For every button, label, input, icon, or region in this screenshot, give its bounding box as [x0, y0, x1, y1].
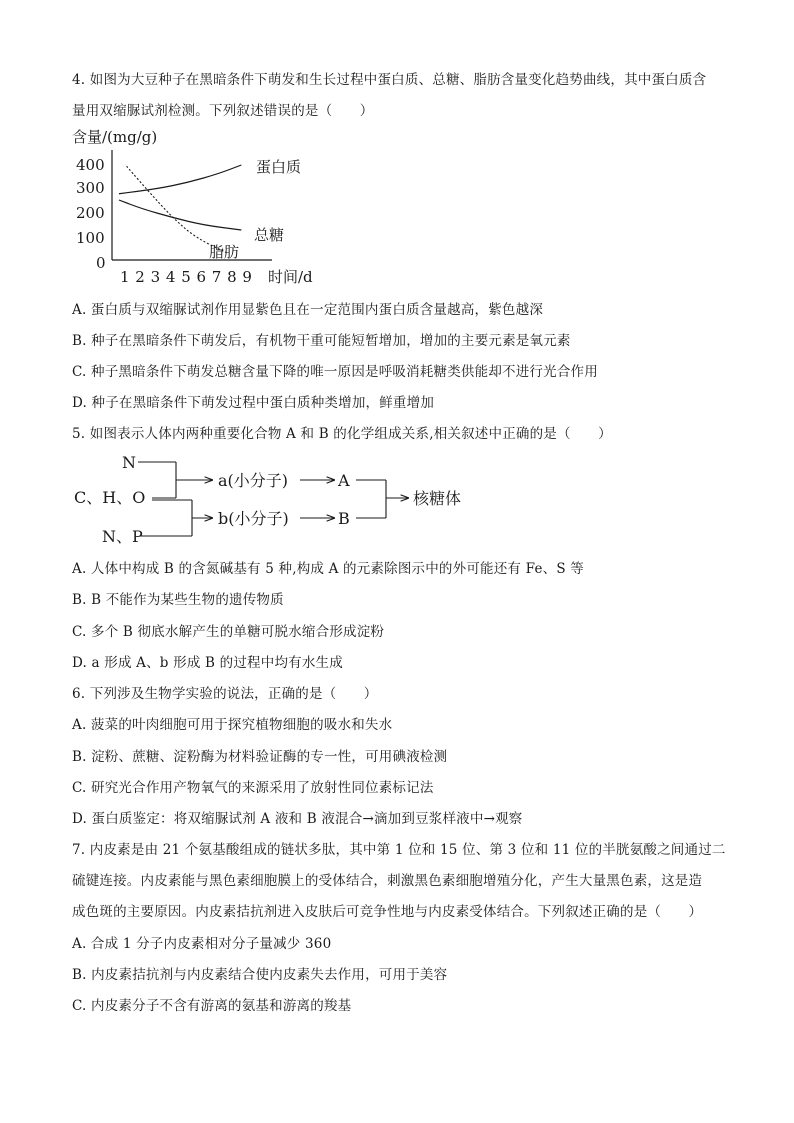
element-n: N [122, 453, 136, 472]
q4-line-chart [72, 120, 332, 290]
q4-stem-line1: 4. 如图为大豆种子在黑暗条件下萌发和生长过程中蛋白质、总糖、脂肪含量变化趋势曲线，其中蛋白质含 [72, 72, 707, 88]
q4-stem-line2: 量用双缩脲试剂检测。下列叙述错误的是（ ） [72, 103, 374, 119]
small-molecule-b: b(小分子) [218, 509, 289, 528]
y-tick-0: 0 [96, 254, 106, 272]
element-cho: C、H、O [74, 488, 146, 507]
q7-option-b: B. 内皮素拮抗剂与内皮素结合使内皮素失去作用，可用于美容 [72, 967, 448, 983]
series-fat-line [127, 166, 226, 252]
series-protein-line [119, 165, 241, 194]
series-fat-label: 脂肪 [209, 243, 240, 261]
x-tick-2: 2 [135, 268, 145, 286]
series-sugar-label: 总糖 [254, 226, 285, 244]
q7-option-c: C. 内皮素分子不含有游离的氨基和游离的羧基 [72, 998, 352, 1014]
q6-option-b: B. 淀粉、蔗糖、淀粉酶为材料验证酶的专一性，可用碘液检测 [72, 749, 448, 765]
x-tick-9: 9 [242, 268, 252, 286]
q4-option-d: D. 种子在黑暗条件下萌发过程中蛋白质种类增加，鲜重增加 [72, 395, 435, 411]
q6-option-a: A. 菠菜的叶肉细胞可用于探究植物细胞的吸水和失水 [72, 717, 393, 733]
y-tick-400: 400 [76, 156, 105, 174]
small-molecule-a: a(小分子) [218, 471, 289, 490]
x-tick-3: 3 [150, 268, 161, 286]
q5-option-c: C. 多个 B 彻底水解产生的单糖可脱水缩合形成淀粉 [72, 624, 385, 640]
y-tick-200: 200 [76, 204, 105, 222]
x-tick-5: 5 [181, 268, 191, 286]
x-tick-8: 8 [227, 268, 237, 286]
element-np: N、P [102, 527, 143, 546]
compound-A: A [338, 471, 350, 490]
series-sugar-line [119, 200, 241, 230]
y-tick-300: 300 [76, 179, 105, 197]
q5-option-a: A. 人体中构成 B 的含氮碱基有 5 种,构成 A 的元素除图示中的外可能还有 Fe、S 等 [72, 561, 584, 577]
q5-stem: 5. 如图表示人体内两种重要化合物 A 和 B 的化学组成关系,相关叙述中正确的是（ ） [72, 426, 612, 442]
series-protein-label: 蛋白质 [256, 158, 302, 176]
compound-B: B [338, 509, 350, 528]
q6-option-d: D. 蛋白质鉴定：将双缩脲试剂 A 液和 B 液混合→滴加到豆浆样液中→观察 [72, 811, 523, 827]
q6-option-c: C. 研究光合作用产物氧气的来源采用了放射性同位素标记法 [72, 780, 434, 796]
q7-stem-line2: 硫键连接。内皮素能与黑色素细胞膜上的受体结合，刺激黑色素细胞增殖分化，产生大量黑色素，这是造 [72, 873, 703, 889]
q4-option-b: B. 种子在黑暗条件下萌发后，有机物干重可能短暂增加，增加的主要元素是氧元素 [72, 333, 571, 349]
x-tick-6: 6 [196, 268, 207, 286]
q7-stem-line3: 成色斑的主要原因。内皮素拮抗剂进入皮肤后可竞争性地与内皮素受体结合。下列叙述正确的是（ ） [72, 904, 703, 920]
q5-option-b: B. B 不能作为某些生物的遗传物质 [72, 592, 284, 608]
q7-option-a: A. 合成 1 分子内皮素相对分子量减少 360 [72, 936, 332, 952]
ribosome-label: 核糖体 [413, 489, 462, 508]
x-tick-1: 1 [120, 268, 130, 286]
q6-stem: 6. 下列涉及生物学实验的说法，正确的是（ ） [72, 686, 378, 702]
chart-ylabel: 含量/(mg/g) [72, 128, 158, 146]
q4-option-c: C. 种子黑暗条件下萌发总糖含量下降的唯一原因是呼吸消耗糖类供能却不进行光合作用 [72, 364, 598, 380]
y-tick-100: 100 [76, 229, 105, 247]
x-tick-4: 4 [165, 268, 176, 286]
q4-option-a: A. 蛋白质与双缩脲试剂作用显紫色且在一定范围内蛋白质含量越高，紫色越深 [72, 302, 544, 318]
chart-xlabel: 时间/d [268, 268, 313, 286]
x-tick-7: 7 [211, 268, 222, 286]
q5-option-d: D. a 形成 A、b 形成 B 的过程中均有水生成 [72, 655, 343, 671]
q5-composition-diagram [72, 448, 492, 548]
q7-stem-line1: 7. 内皮素是由 21 个氨基酸组成的链状多肽，其中第 1 位和 15 位、第 3 位和 11 位的半胱氨酸之间通过二 [72, 842, 726, 858]
